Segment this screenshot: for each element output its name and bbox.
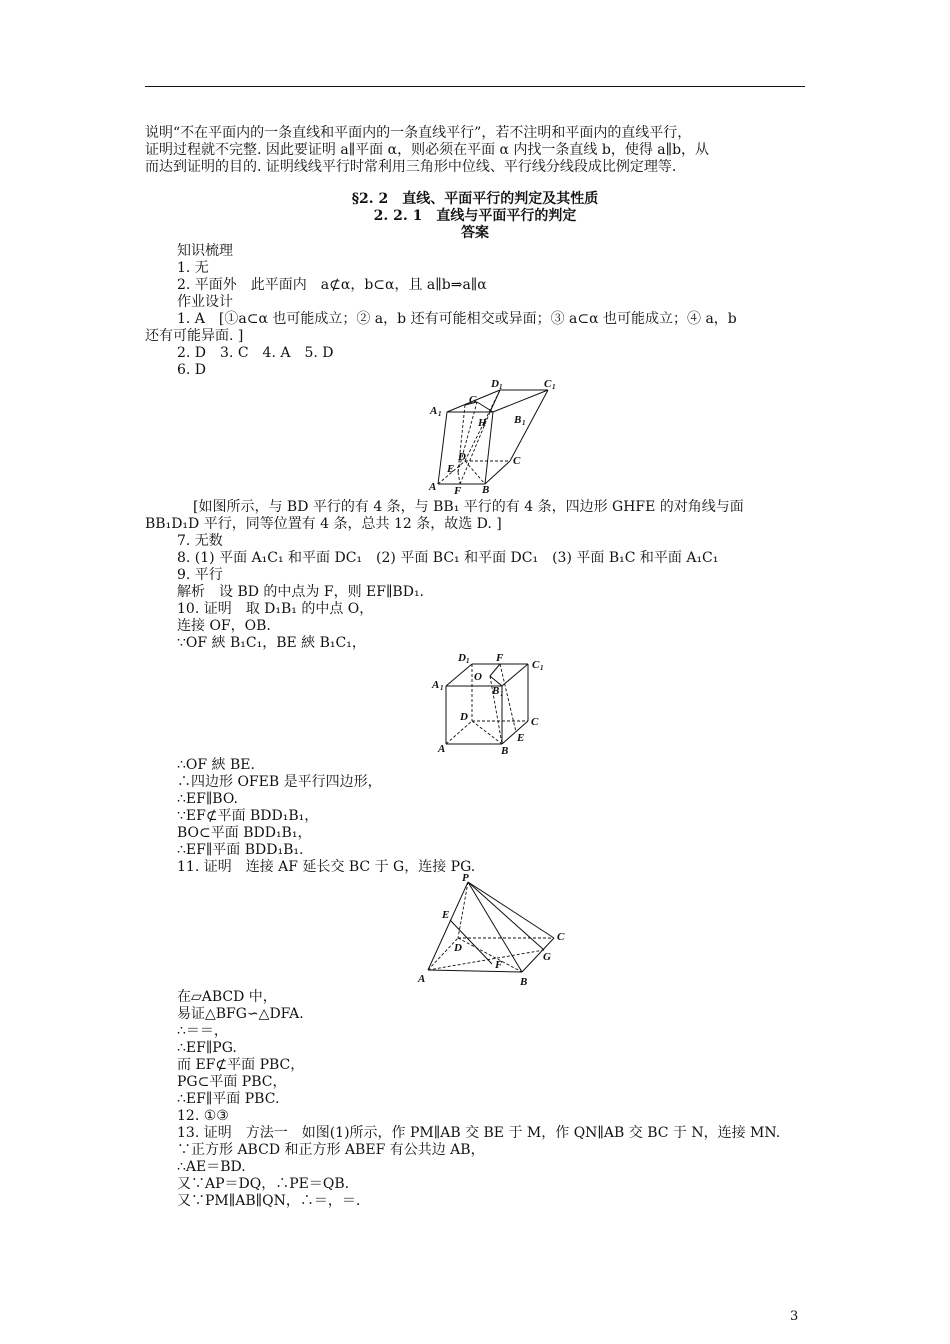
svg-text:1: 1 — [522, 419, 526, 427]
answer-line: 2. 平面外 此平面内 a⊄α，b⊂α，且 a∥b⇒a∥α — [177, 277, 487, 293]
prism-figure — [420, 374, 570, 499]
svg-text:1: 1 — [500, 690, 504, 698]
page-number: 3 — [790, 1309, 799, 1324]
answer-line: 11. 证明 连接 AF 延长交 BC 于 G，连接 PG. — [177, 859, 476, 875]
answer-line: 8. (1) 平面 A₁C₁ 和平面 DC₁ (2) 平面 BC₁ 和平面 DC₁ (3) 平面 B₁C 和平面 A₁C₁ — [177, 550, 719, 566]
label-f: F — [495, 959, 503, 971]
answer-line: 又∵PM∥AB∥QN，∴＝，＝. — [177, 1193, 361, 1209]
answer-line: 易证△BFG∽△DFA. — [177, 1006, 304, 1022]
label-d: D — [460, 711, 468, 723]
label-d: D — [458, 451, 466, 463]
label-c: C — [557, 931, 565, 943]
answer-line: PG⊂平面 PBC， — [177, 1074, 287, 1090]
answer-line: ∵正方形 ABCD 和正方形 ABEF 有公共边 AB， — [177, 1142, 485, 1158]
answer-line: 1. A [①a⊂α 也可能成立；② a，b 还有可能相交或异面；③ a⊂α 也可能成立；④ a，b — [177, 311, 737, 327]
answer-line: 还有可能异面. ] — [145, 328, 244, 344]
label-g: G — [543, 951, 551, 963]
label-f: F — [496, 652, 504, 664]
answer-line: 6. D — [177, 362, 207, 378]
label-c1: C — [544, 378, 552, 390]
label-b1: B — [492, 685, 500, 697]
label-e: E — [442, 909, 450, 921]
answer-line: 9. 平行 — [177, 567, 223, 583]
svg-text:1: 1 — [552, 383, 556, 391]
label-d1: D — [491, 378, 499, 390]
answer-line: ∴四边形 OFEB 是平行四边形， — [177, 774, 382, 790]
label-c: C — [531, 716, 539, 728]
label-a: A — [429, 481, 437, 493]
label-b: B — [482, 484, 490, 496]
label-b: B — [501, 745, 509, 757]
answer-line: ∴OF 綊 BE. — [177, 757, 255, 773]
label-h: H — [478, 417, 487, 429]
label-a1: A — [432, 679, 440, 691]
label-e: E — [447, 463, 455, 475]
answer-line: 2. D 3. C 4. A 5. D — [177, 345, 334, 361]
label-o: O — [474, 671, 482, 683]
intro-line: 说明“不在平面内的一条直线和平面内的一条直线平行”，若不注明和平面内的直线平行， — [145, 125, 692, 141]
answer-line: 7. 无数 — [177, 533, 223, 549]
answer-line: BB₁D₁D 平行，同等位置有 4 条，总共 12 条，故选 D. ] — [145, 516, 502, 532]
label-b1: B — [514, 414, 522, 426]
pyramid-figure — [410, 872, 585, 990]
answer-line: ∴EF∥平面 BDD₁B₁. — [177, 842, 304, 858]
svg-text:1: 1 — [540, 664, 544, 672]
answer-line: 又∵AP＝DQ，∴PE＝QB. — [177, 1176, 350, 1192]
answer-line: [如图所示，与 BD 平行的有 4 条，与 BB₁ 平行的有 4 条，四边形 GHFE 的对角线与面 — [193, 499, 744, 515]
cube-figure — [430, 648, 550, 758]
answer-line: ∴EF∥BO. — [177, 791, 238, 807]
header-rule — [145, 86, 805, 87]
label-g: G — [469, 394, 477, 406]
label-b: B — [520, 976, 528, 988]
answer-line: BO⊂平面 BDD₁B₁， — [177, 825, 312, 841]
label-a: A — [438, 743, 446, 755]
label-c: C — [513, 455, 521, 467]
answer-line: 知识梳理 — [177, 243, 233, 259]
answer-line: 而 EF⊄平面 PBC， — [177, 1057, 305, 1073]
label-a1: A — [430, 405, 438, 417]
answer-line: 13. 证明 方法一 如图(1)所示，作 PM∥AB 交 BE 于 M，作 QN∥AB 交 BC 于 N，连接 MN. — [177, 1125, 781, 1141]
answer-line: ∴AE＝BD. — [177, 1159, 246, 1175]
svg-text:1: 1 — [440, 684, 444, 692]
label-c1: C — [532, 659, 540, 671]
answer-line: 1. 无 — [177, 260, 209, 276]
svg-text:1: 1 — [438, 410, 442, 418]
answer-line: ∴EF∥平面 PBC. — [177, 1091, 280, 1107]
answer-line: ∴＝＝， — [177, 1023, 228, 1039]
answer-title: 答案 — [461, 225, 489, 241]
label-p: P — [462, 872, 469, 884]
answer-line: ∵EF⊄平面 BDD₁B₁， — [177, 808, 319, 824]
section-title: §2. 2 直线、平面平行的判定及其性质 — [351, 191, 599, 207]
svg-text:1: 1 — [499, 383, 503, 391]
intro-line: 而达到证明的目的. 证明线线平行时常利用三角形中位线、平行线分线段成比例定理等. — [145, 159, 677, 175]
label-a: A — [418, 973, 426, 985]
label-f: F — [454, 485, 462, 497]
subsection-title: 2. 2. 1 直线与平面平行的判定 — [373, 208, 577, 224]
answer-line: 12. ①③ — [177, 1108, 229, 1124]
answer-line: 解析 设 BD 的中点为 F，则 EF∥BD₁. — [177, 584, 425, 600]
label-d: D — [454, 942, 462, 954]
answer-line: 在▱ABCD 中， — [177, 989, 277, 1005]
answer-line: ∵OF 綊 B₁C₁，BE 綊 B₁C₁， — [177, 635, 366, 651]
label-e: E — [517, 732, 525, 744]
answer-line: ∴EF∥PG. — [177, 1040, 237, 1056]
label-d1: D — [458, 652, 466, 664]
answer-line: 作业设计 — [177, 294, 233, 310]
answer-line: 连接 OF，OB. — [177, 618, 271, 634]
svg-text:1: 1 — [466, 657, 470, 665]
answer-line: 10. 证明 取 D₁B₁ 的中点 O， — [177, 601, 374, 617]
intro-line: 证明过程就不完整. 因此要证明 a∥平面 α，则必须在平面 α 内找一条直线 b，使得 a∥b，从 — [145, 142, 710, 158]
